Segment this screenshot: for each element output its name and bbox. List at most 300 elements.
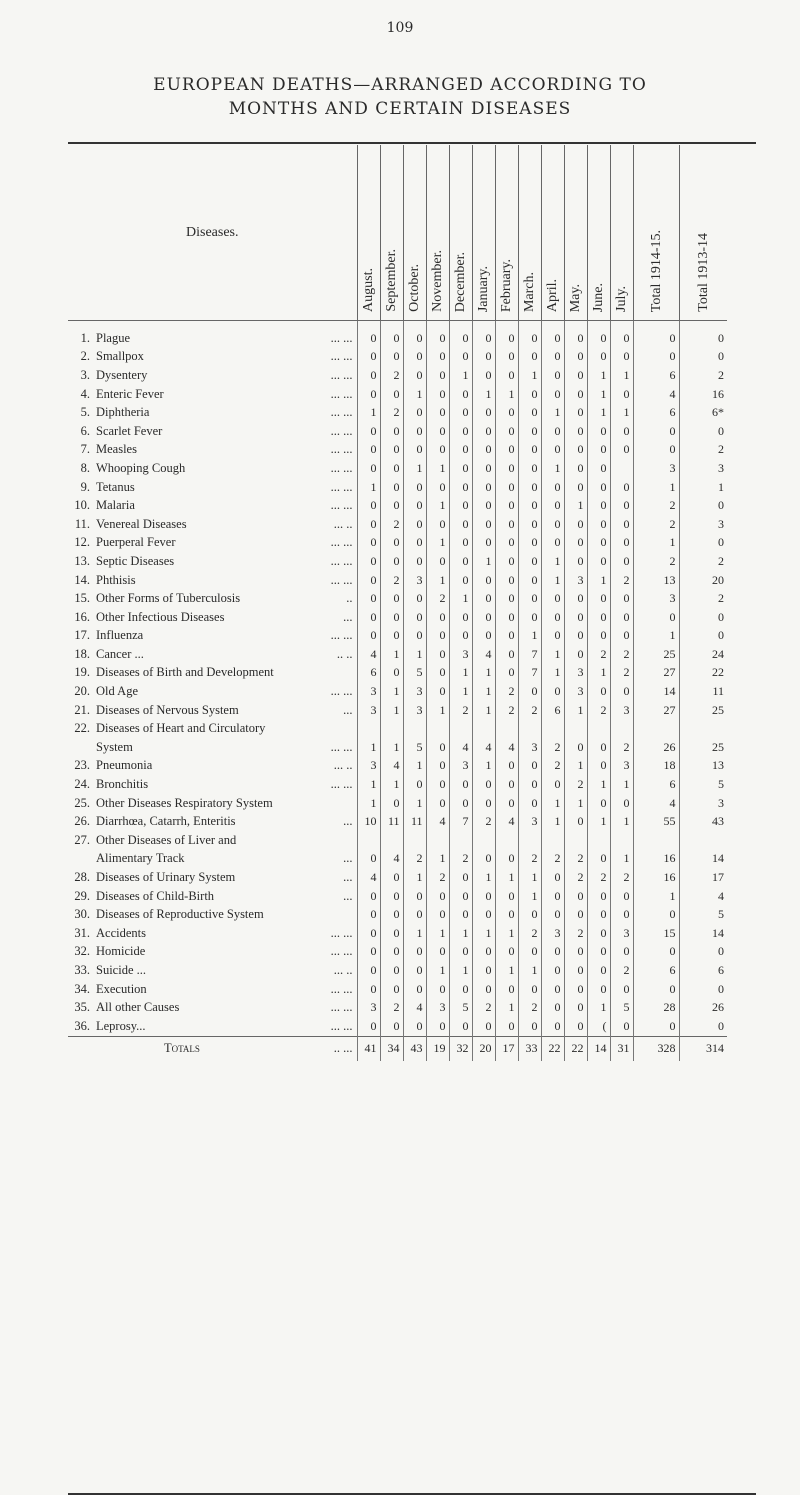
leader-dots: ... bbox=[343, 851, 353, 866]
count-cell: 1 bbox=[403, 924, 426, 943]
count-cell: 0 bbox=[426, 682, 449, 701]
table-row bbox=[68, 887, 727, 906]
count-cell: 2 bbox=[633, 552, 679, 571]
count-cell: 0 bbox=[495, 608, 518, 627]
count-cell: 14 bbox=[633, 682, 679, 701]
count-cell: 0 bbox=[587, 589, 610, 608]
count-cell: 0 bbox=[449, 868, 472, 887]
disease-name-cell bbox=[68, 534, 357, 553]
count-cell: 3 bbox=[357, 682, 380, 701]
count-cell: 2 bbox=[610, 738, 633, 757]
count-cell: 0 bbox=[449, 478, 472, 497]
count-cell: 1 bbox=[403, 459, 426, 478]
disease-name: Diarrhœa, Catarrh, Enteritis bbox=[96, 814, 236, 829]
table-row bbox=[68, 757, 727, 776]
disease-name: Venereal Diseases bbox=[96, 516, 187, 531]
leader-dots: .. .. bbox=[336, 646, 353, 661]
count-cell: 0 bbox=[633, 905, 679, 924]
count-cell bbox=[564, 719, 587, 738]
count-cell: 13 bbox=[633, 571, 679, 590]
count-cell: 0 bbox=[495, 329, 518, 348]
row-number: 13. bbox=[74, 553, 90, 568]
row-number: 25. bbox=[74, 795, 90, 810]
count-cell: 1 bbox=[610, 812, 633, 831]
header-row bbox=[68, 145, 727, 321]
count-cell: 0 bbox=[518, 403, 541, 422]
count-cell: 0 bbox=[380, 329, 403, 348]
count-cell: 0 bbox=[587, 943, 610, 962]
month-header-label: March. bbox=[522, 271, 537, 312]
count-cell: 1 bbox=[495, 385, 518, 404]
count-cell: 0 bbox=[380, 868, 403, 887]
month-header-label: September. bbox=[384, 249, 399, 312]
count-cell: 3 bbox=[518, 738, 541, 757]
count-cell: 0 bbox=[403, 961, 426, 980]
table-row bbox=[68, 961, 727, 980]
count-cell: 0 bbox=[472, 496, 495, 515]
disease-name-cell bbox=[68, 831, 357, 850]
disease-name: Diseases of Nervous System bbox=[96, 702, 239, 717]
disease-name-cell bbox=[68, 348, 357, 367]
count-cell: 0 bbox=[610, 515, 633, 534]
disease-name-cell bbox=[68, 998, 357, 1017]
disease-name-cell bbox=[68, 980, 357, 999]
leader-dots: ... ... bbox=[330, 628, 353, 643]
count-cell: 2 bbox=[518, 924, 541, 943]
count-cell: 1 bbox=[495, 998, 518, 1017]
count-cell: 3 bbox=[633, 459, 679, 478]
count-cell bbox=[518, 831, 541, 850]
disease-name-cell bbox=[68, 664, 357, 683]
totals-row bbox=[68, 1036, 727, 1061]
count-cell: 3 bbox=[426, 998, 449, 1017]
count-cell: 0 bbox=[449, 459, 472, 478]
count-cell: 1 bbox=[426, 961, 449, 980]
disease-name-cell bbox=[68, 552, 357, 571]
count-cell: 0 bbox=[541, 682, 564, 701]
row-number: 35. bbox=[74, 1000, 90, 1015]
count-cell: 0 bbox=[610, 943, 633, 962]
count-cell: 1 bbox=[426, 571, 449, 590]
row-number: 32. bbox=[74, 944, 90, 959]
count-cell: 43 bbox=[679, 812, 727, 831]
count-cell: 1 bbox=[426, 924, 449, 943]
count-cell: 0 bbox=[564, 478, 587, 497]
count-cell: 4 bbox=[357, 868, 380, 887]
count-cell: 0 bbox=[426, 905, 449, 924]
leader-dots: ... ... bbox=[330, 479, 353, 494]
count-cell: 2 bbox=[518, 998, 541, 1017]
disease-name-cell bbox=[68, 738, 357, 757]
count-cell: 1 bbox=[472, 552, 495, 571]
count-cell: 0 bbox=[541, 366, 564, 385]
count-cell: 0 bbox=[472, 478, 495, 497]
row-number: 22. bbox=[74, 721, 90, 736]
count-cell: 0 bbox=[518, 422, 541, 441]
disease-name: Diseases of Child-Birth bbox=[96, 888, 215, 903]
count-cell: 3 bbox=[449, 645, 472, 664]
count-cell: 0 bbox=[610, 627, 633, 646]
count-cell bbox=[610, 831, 633, 850]
count-cell: 0 bbox=[403, 515, 426, 534]
count-cell: 1 bbox=[357, 738, 380, 757]
count-cell: 2 bbox=[518, 701, 541, 720]
count-cell bbox=[633, 831, 679, 850]
count-cell: 0 bbox=[495, 1017, 518, 1036]
disease-name-cell bbox=[68, 366, 357, 385]
month-header-label: February. bbox=[499, 258, 514, 312]
count-cell: 1 bbox=[541, 403, 564, 422]
count-cell: 0 bbox=[472, 794, 495, 813]
count-cell: 0 bbox=[518, 905, 541, 924]
count-cell: 0 bbox=[518, 478, 541, 497]
disease-name-cell bbox=[68, 459, 357, 478]
disease-name: Diseases of Birth and Development bbox=[96, 665, 274, 680]
count-cell: 0 bbox=[380, 664, 403, 683]
count-cell: 0 bbox=[679, 980, 727, 999]
count-cell: 0 bbox=[679, 627, 727, 646]
month-header-label: Total 1913-14 bbox=[695, 233, 711, 312]
count-cell: 0 bbox=[610, 1017, 633, 1036]
count-cell: 0 bbox=[495, 422, 518, 441]
count-cell: 2 bbox=[679, 366, 727, 385]
count-cell: 0 bbox=[610, 329, 633, 348]
count-cell: 2 bbox=[587, 868, 610, 887]
leader-dots: ... ... bbox=[330, 423, 353, 438]
disease-name-cell bbox=[68, 775, 357, 794]
count-cell: 0 bbox=[541, 422, 564, 441]
count-cell bbox=[679, 719, 727, 738]
count-cell: 4 bbox=[495, 812, 518, 831]
count-cell: 0 bbox=[449, 385, 472, 404]
count-cell: 0 bbox=[564, 961, 587, 980]
count-cell: 0 bbox=[518, 348, 541, 367]
count-cell: 1 bbox=[472, 701, 495, 720]
disease-name-cell bbox=[68, 608, 357, 627]
count-cell: 0 bbox=[564, 403, 587, 422]
row-number: 3. bbox=[80, 367, 90, 382]
count-cell: 0 bbox=[426, 608, 449, 627]
disease-name-cell bbox=[68, 868, 357, 887]
month-header-label: June. bbox=[591, 282, 606, 312]
count-cell: 0 bbox=[541, 1017, 564, 1036]
count-cell bbox=[357, 719, 380, 738]
count-cell: ( bbox=[587, 1017, 610, 1036]
count-cell: 0 bbox=[357, 980, 380, 999]
count-cell: 27 bbox=[633, 701, 679, 720]
count-cell: 0 bbox=[518, 329, 541, 348]
row-number: 36. bbox=[74, 1018, 90, 1033]
count-cell: 4 bbox=[380, 850, 403, 869]
count-cell: 0 bbox=[426, 738, 449, 757]
count-cell: 1 bbox=[587, 403, 610, 422]
count-cell bbox=[472, 831, 495, 850]
count-cell: 2 bbox=[610, 868, 633, 887]
total-cell: 17 bbox=[495, 1036, 518, 1061]
leader-dots: ... ... bbox=[330, 330, 353, 345]
leader-dots: ... bbox=[343, 870, 353, 885]
count-cell: 0 bbox=[357, 441, 380, 460]
count-cell bbox=[541, 719, 564, 738]
disease-name: Diseases of Reproductive System bbox=[96, 907, 264, 922]
count-cell: 0 bbox=[426, 887, 449, 906]
count-cell: 1 bbox=[610, 366, 633, 385]
count-cell: 1 bbox=[380, 775, 403, 794]
count-cell: 1 bbox=[518, 366, 541, 385]
count-cell: 0 bbox=[403, 943, 426, 962]
count-cell: 2 bbox=[564, 868, 587, 887]
count-cell: 0 bbox=[357, 961, 380, 980]
month-header bbox=[495, 145, 518, 321]
count-cell: 0 bbox=[564, 589, 587, 608]
row-number: 33. bbox=[74, 962, 90, 977]
count-cell: 0 bbox=[380, 589, 403, 608]
count-cell: 3 bbox=[564, 664, 587, 683]
count-cell: 0 bbox=[449, 1017, 472, 1036]
count-cell: 2 bbox=[564, 850, 587, 869]
count-cell: 28 bbox=[633, 998, 679, 1017]
count-cell: 1 bbox=[610, 403, 633, 422]
table-top-rule bbox=[68, 142, 756, 144]
table-row bbox=[68, 422, 727, 441]
count-cell: 6 bbox=[633, 366, 679, 385]
count-cell: 0 bbox=[449, 794, 472, 813]
count-cell: 3 bbox=[541, 924, 564, 943]
disease-name-cell bbox=[68, 719, 357, 738]
count-cell: 0 bbox=[380, 385, 403, 404]
month-header-label: October. bbox=[407, 264, 422, 312]
count-cell: 0 bbox=[472, 348, 495, 367]
count-cell: 0 bbox=[495, 515, 518, 534]
table-row bbox=[68, 868, 727, 887]
count-cell: 0 bbox=[403, 329, 426, 348]
count-cell: 0 bbox=[449, 534, 472, 553]
count-cell: 0 bbox=[495, 403, 518, 422]
month-header bbox=[564, 145, 587, 321]
count-cell: 1 bbox=[403, 757, 426, 776]
disease-name: Scarlet Fever bbox=[96, 423, 163, 438]
count-cell: 2 bbox=[495, 682, 518, 701]
count-cell: 0 bbox=[380, 348, 403, 367]
count-cell: 7 bbox=[449, 812, 472, 831]
count-cell: 0 bbox=[564, 459, 587, 478]
count-cell: 0 bbox=[518, 608, 541, 627]
count-cell: 0 bbox=[495, 775, 518, 794]
count-cell: 0 bbox=[357, 905, 380, 924]
disease-name: Enteric Fever bbox=[96, 386, 164, 401]
count-cell: 2 bbox=[633, 515, 679, 534]
count-cell: 7 bbox=[518, 664, 541, 683]
count-cell: 2 bbox=[541, 850, 564, 869]
row-number: 16. bbox=[74, 609, 90, 624]
row-number: 30. bbox=[74, 907, 90, 922]
count-cell bbox=[495, 719, 518, 738]
count-cell: 11 bbox=[679, 682, 727, 701]
disease-name-cell bbox=[68, 682, 357, 701]
count-cell: 4 bbox=[633, 385, 679, 404]
count-cell: 0 bbox=[426, 757, 449, 776]
month-header bbox=[426, 145, 449, 321]
row-number: 28. bbox=[74, 870, 90, 885]
count-cell: 3 bbox=[679, 515, 727, 534]
count-cell: 0 bbox=[518, 534, 541, 553]
count-cell: 4 bbox=[472, 645, 495, 664]
count-cell: 0 bbox=[679, 496, 727, 515]
month-header-label: January. bbox=[476, 265, 491, 312]
disease-name: Other Diseases Respiratory System bbox=[96, 795, 273, 810]
count-cell: 55 bbox=[633, 812, 679, 831]
disease-name-cell bbox=[68, 961, 357, 980]
count-cell: 0 bbox=[403, 775, 426, 794]
count-cell: 0 bbox=[541, 348, 564, 367]
leader-dots: ... ... bbox=[330, 535, 353, 550]
count-cell: 0 bbox=[610, 478, 633, 497]
count-cell: 0 bbox=[472, 329, 495, 348]
count-cell: 0 bbox=[587, 534, 610, 553]
count-cell: 0 bbox=[380, 961, 403, 980]
count-cell: 0 bbox=[518, 682, 541, 701]
count-cell: 16 bbox=[633, 868, 679, 887]
total-cell: 31 bbox=[610, 1036, 633, 1061]
disease-name: Homicide bbox=[96, 944, 146, 959]
count-cell: 0 bbox=[679, 943, 727, 962]
disease-name-cell bbox=[68, 515, 357, 534]
count-cell bbox=[495, 831, 518, 850]
count-cell bbox=[541, 831, 564, 850]
count-cell: 0 bbox=[357, 608, 380, 627]
count-cell: 0 bbox=[426, 422, 449, 441]
count-cell: 3 bbox=[633, 589, 679, 608]
row-number: 15. bbox=[74, 591, 90, 606]
disease-name: Accidents bbox=[96, 925, 146, 940]
month-header bbox=[380, 145, 403, 321]
count-cell: 0 bbox=[403, 552, 426, 571]
count-cell bbox=[633, 719, 679, 738]
count-cell: 1 bbox=[564, 757, 587, 776]
count-cell: 0 bbox=[587, 980, 610, 999]
count-cell: 0 bbox=[564, 998, 587, 1017]
leader-dots: ... bbox=[343, 814, 353, 829]
table-row bbox=[68, 552, 727, 571]
count-cell: 0 bbox=[357, 627, 380, 646]
count-cell: 25 bbox=[679, 738, 727, 757]
month-header bbox=[633, 145, 679, 321]
count-cell: 0 bbox=[518, 515, 541, 534]
count-cell: 0 bbox=[472, 571, 495, 590]
total-cell: 14 bbox=[587, 1036, 610, 1061]
count-cell: 16 bbox=[679, 385, 727, 404]
count-cell: 3 bbox=[357, 701, 380, 720]
count-cell: 0 bbox=[357, 887, 380, 906]
disease-name: Bronchitis bbox=[96, 777, 149, 792]
count-cell: 0 bbox=[541, 998, 564, 1017]
count-cell: 0 bbox=[357, 534, 380, 553]
count-cell: 1 bbox=[449, 924, 472, 943]
count-cell: 2 bbox=[472, 998, 495, 1017]
count-cell: 0 bbox=[357, 366, 380, 385]
count-cell bbox=[564, 831, 587, 850]
count-cell: 1 bbox=[587, 812, 610, 831]
page-title: EUROPEAN DEATHS—ARRANGED ACCORDING TO bbox=[153, 75, 647, 95]
count-cell: 1 bbox=[357, 403, 380, 422]
count-cell: 0 bbox=[403, 366, 426, 385]
count-cell bbox=[426, 831, 449, 850]
count-cell: 0 bbox=[403, 348, 426, 367]
count-cell: 0 bbox=[380, 1017, 403, 1036]
count-cell: 0 bbox=[564, 905, 587, 924]
count-cell: 2 bbox=[610, 961, 633, 980]
count-cell: 1 bbox=[449, 664, 472, 683]
count-cell: 0 bbox=[541, 329, 564, 348]
count-cell: 0 bbox=[426, 1017, 449, 1036]
disease-name: Alimentary Track bbox=[96, 851, 185, 866]
count-cell: 2 bbox=[518, 850, 541, 869]
count-cell: 2 bbox=[472, 812, 495, 831]
count-cell: 0 bbox=[357, 589, 380, 608]
count-cell: 0 bbox=[403, 534, 426, 553]
count-cell: 0 bbox=[518, 1017, 541, 1036]
count-cell: 0 bbox=[587, 627, 610, 646]
count-cell: 1 bbox=[495, 868, 518, 887]
count-cell: 0 bbox=[564, 645, 587, 664]
count-cell: 0 bbox=[380, 887, 403, 906]
count-cell: 1 bbox=[472, 682, 495, 701]
count-cell: 1 bbox=[449, 366, 472, 385]
count-cell: 3 bbox=[610, 924, 633, 943]
count-cell: 0 bbox=[472, 515, 495, 534]
count-cell: 0 bbox=[679, 348, 727, 367]
count-cell: 0 bbox=[610, 589, 633, 608]
count-cell: 0 bbox=[610, 552, 633, 571]
count-cell: 0 bbox=[610, 385, 633, 404]
count-cell: 0 bbox=[518, 571, 541, 590]
totals-label: Totals bbox=[164, 1041, 200, 1056]
disease-name: Puerperal Fever bbox=[96, 535, 176, 550]
count-cell: 2 bbox=[679, 552, 727, 571]
count-cell: 0 bbox=[472, 943, 495, 962]
count-cell: 0 bbox=[587, 329, 610, 348]
count-cell: 1 bbox=[426, 459, 449, 478]
table-row bbox=[68, 998, 727, 1017]
count-cell: 0 bbox=[495, 589, 518, 608]
count-cell: 0 bbox=[679, 1017, 727, 1036]
table-row bbox=[68, 366, 727, 385]
count-cell: 0 bbox=[380, 552, 403, 571]
count-cell: 3 bbox=[564, 682, 587, 701]
count-cell: 0 bbox=[426, 441, 449, 460]
count-cell: 0 bbox=[495, 552, 518, 571]
disease-name: Other Forms of Tuberculosis bbox=[96, 591, 241, 606]
spacer-row bbox=[68, 321, 727, 330]
count-cell: 0 bbox=[587, 794, 610, 813]
table-row bbox=[68, 850, 727, 869]
count-cell: 1 bbox=[564, 701, 587, 720]
count-cell: 4 bbox=[472, 738, 495, 757]
count-cell: 0 bbox=[380, 422, 403, 441]
leader-dots: .. ... bbox=[333, 1041, 353, 1056]
count-cell: 2 bbox=[380, 403, 403, 422]
row-number: 31. bbox=[74, 925, 90, 940]
leader-dots: ... ... bbox=[330, 367, 353, 382]
count-cell: 0 bbox=[518, 589, 541, 608]
count-cell: 0 bbox=[633, 608, 679, 627]
count-cell: 0 bbox=[587, 515, 610, 534]
leader-dots: ... ... bbox=[330, 1018, 353, 1033]
count-cell: 0 bbox=[426, 794, 449, 813]
count-cell: 0 bbox=[495, 366, 518, 385]
count-cell: 0 bbox=[449, 496, 472, 515]
count-cell: 11 bbox=[380, 812, 403, 831]
